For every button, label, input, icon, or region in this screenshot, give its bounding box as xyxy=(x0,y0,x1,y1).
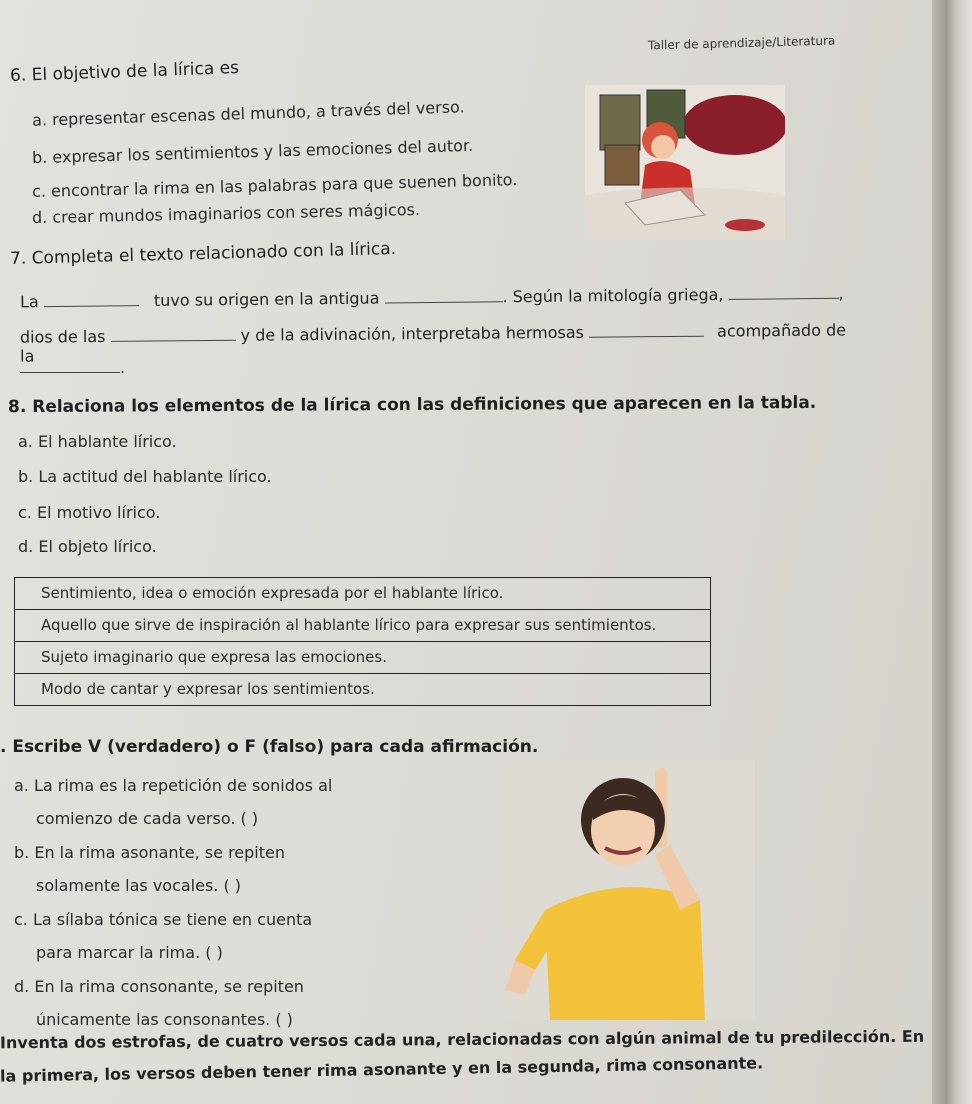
q7-prompt: 7. Completa el texto relacionado con la lírica. xyxy=(9,238,397,270)
page-header: Taller de aprendizaje/Literatura xyxy=(647,33,836,53)
q7-line1-text-b: tuvo su origen en la antigua xyxy=(153,288,380,310)
table-cell[interactable]: Sujeto imaginario que expresa las emociones. xyxy=(15,642,711,674)
q9-item-b-line1: b. En la rima asonante, se repiten xyxy=(14,843,285,862)
q9-prompt: . Escribe V (verdadero) o F (falso) para cada afirmación. xyxy=(0,737,539,757)
table-row xyxy=(15,674,711,706)
q8-option-a: a. El hablante lírico. xyxy=(18,432,177,451)
q6-option-b: b. expresar los sentimientos y las emociones del autor. xyxy=(31,135,474,168)
q6-option-c: c. encontrar la rima en las palabras para que suenen bonito. xyxy=(31,170,518,201)
q7-line2-text-c: acompañado de la xyxy=(20,320,847,366)
q10-line-2: la primera, los versos deben tener rima asonante y en la segunda, rima consonante. xyxy=(0,1053,764,1086)
q9-item-d-line1: d. En la rima consonante, se repiten xyxy=(14,977,304,996)
q7-blank-6[interactable] xyxy=(20,358,120,373)
q7-blank-1[interactable] xyxy=(44,291,139,307)
q9-item-c-line1: c. La sílaba tónica se tiene en cuenta xyxy=(14,910,313,929)
table-row xyxy=(15,610,711,642)
q7-line1-text-c: . Según la mitología griega, xyxy=(502,284,724,307)
q9-item-d-line2[interactable]: únicamente las consonantes. ( ) xyxy=(36,1010,293,1029)
q7-line1-text-d: , xyxy=(838,283,844,303)
q9-item-a-line1: a. La rima es la repetición de sonidos al xyxy=(14,776,333,795)
q7-text-line-1 xyxy=(20,284,850,312)
girl-pointing-illustration xyxy=(505,760,755,1020)
table-row xyxy=(15,578,711,610)
q6-prompt: 6. El objetivo de la lírica es xyxy=(9,58,240,86)
q6-option-a: a. representar escenas del mundo, a través del verso. xyxy=(31,97,465,130)
q8-option-d: d. El objeto lírico. xyxy=(18,537,157,556)
q7-line2-text-a: dios de las xyxy=(19,326,106,347)
q7-text-line-2 xyxy=(20,320,860,365)
q7-blank-4[interactable] xyxy=(110,326,235,342)
q7-line3-text-a: . xyxy=(120,358,126,377)
q9-item-b-line2[interactable]: solamente las vocales. ( ) xyxy=(36,876,242,895)
q7-line1-text-a: La xyxy=(19,292,39,312)
q7-blank-3[interactable] xyxy=(728,284,838,300)
q7-blank-2[interactable] xyxy=(384,287,502,303)
table-cell[interactable]: Modo de cantar y expresar los sentimientos. xyxy=(15,674,711,706)
table-cell[interactable]: Sentimiento, idea o emoción expresada por el hablante lírico. xyxy=(15,578,711,610)
table-cell[interactable]: Aquello que sirve de inspiración al hablante lírico para expresar sus sentimientos. xyxy=(15,610,711,642)
q7-line2-text-b: y de la adivinación, interpretaba hermosas xyxy=(240,322,585,345)
q8-option-b: b. La actitud del hablante lírico. xyxy=(18,467,272,486)
q6-option-d: d. crear mundos imaginarios con seres mágicos. xyxy=(31,199,421,228)
q10-line-1: Inventa dos estrofas, de cuatro versos cada una, relacionadas con algún animal de tu predilección. En xyxy=(0,1026,925,1053)
book-binding xyxy=(932,0,972,1104)
girl-reading-illustration xyxy=(585,85,785,240)
q9-item-c-line2[interactable]: para marcar la rima. ( ) xyxy=(36,943,223,962)
table-row xyxy=(15,642,711,674)
q9-item-a-line2[interactable]: comienzo de cada verso. ( ) xyxy=(36,809,259,828)
q8-option-c: c. El motivo lírico. xyxy=(18,503,161,522)
q7-text-line-3 xyxy=(20,358,125,377)
q7-blank-5[interactable] xyxy=(589,322,704,338)
q8-prompt: 8. Relaciona los elementos de la lírica con las definiciones que aparecen en la tabla. xyxy=(7,392,817,418)
definitions-table xyxy=(14,577,711,706)
